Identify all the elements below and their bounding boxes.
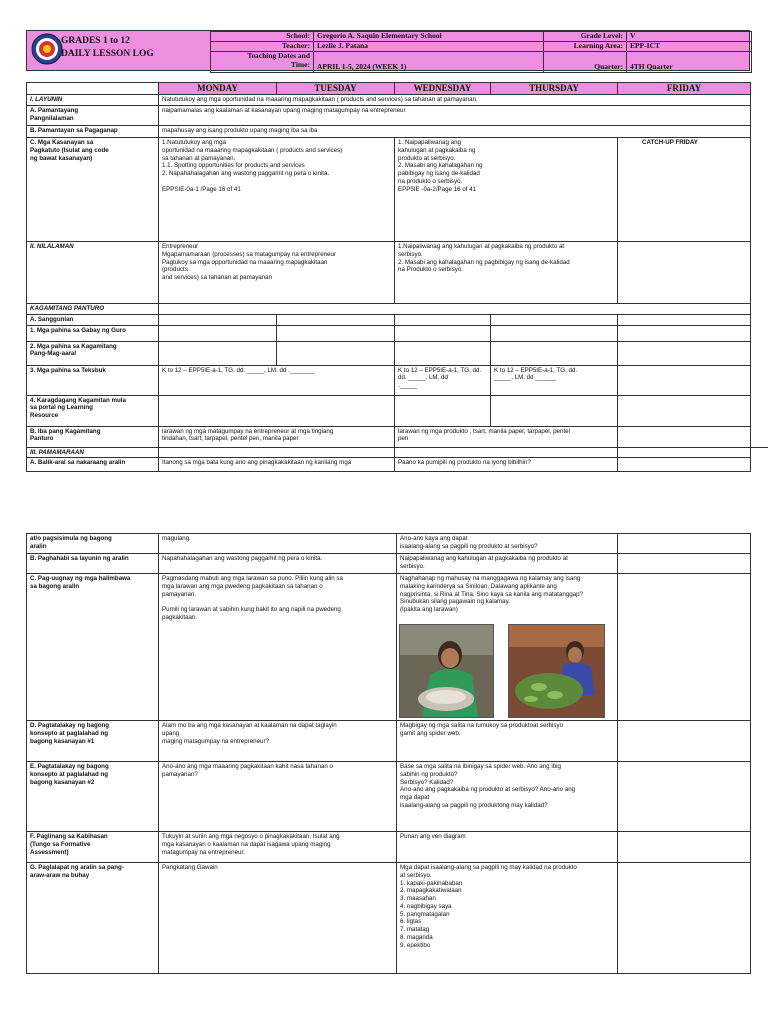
iba-pang-row xyxy=(27,426,751,447)
table-overflow-line xyxy=(750,447,768,448)
iba-pang-wednesday: larawan ng mga produkto , tsart, manila paper, tarpapel, pentel pen xyxy=(395,426,618,447)
teksbuk-wednesday: K to 12 – EPP5IE-a-1, TG. dd. dd. _____, LM. dd ._____ xyxy=(395,365,491,395)
pag-uugnay-wednesday xyxy=(397,574,618,721)
paglinang-label: F. Paglinang sa Kabihasan (Tungo sa Formative Assessment) xyxy=(27,832,159,863)
paghahabi-label: B. Paghahabi sa layunin ng aralin xyxy=(27,554,159,574)
sanggunian-label: A. Sanggunian xyxy=(27,314,159,325)
kagamitang-aaral-label: 2. Mga pahina sa Kagamitang Pang-Mag-aaral xyxy=(27,341,159,365)
quarter-value: 4TH Quarter xyxy=(627,52,752,73)
pagtatalakay2-wednesday: Base sa mga salita na ibinigay sa spider web. Ano ang ibig sabihin ng produkto? Serbisyo? Kalidad? Ano-ano ang pagkakaiba ng produkto at serbisyo? Ano-ano ang mga dapat isaalang-alang sa pagpili ng produktong may kalidad? xyxy=(397,762,618,832)
day-friday: FRIDAY xyxy=(618,83,751,95)
paghahabi-wednesday: Naipapaliwanag ang kahulugan at pagkakaiba ng produkto at serbisyo. xyxy=(397,554,618,574)
photo-rina-making-kalamay xyxy=(399,624,494,718)
paglinang-monday: Tukuyin at suriin ang mga negosyo o pinagkakakitaan. Isulat ang mga kasanayan o kaalaman na dapat isagawa upang maging matagumpay na entrepreneur. xyxy=(159,832,397,863)
pamantayan-pagganap-text: mapahusay ang isang produkto upang maging iba sa iba xyxy=(159,126,751,138)
nilalaman-row xyxy=(27,242,751,304)
grade-label: Grade Level: xyxy=(544,32,627,42)
pagtatalakay2-label: E. Pagtatalakay ng bagong konsepto at paglalahad ng bagong kasanayan #2 xyxy=(27,762,159,832)
paghahabi-monday: Napahahalagahan ang wastong paggamit ng pera o kinita. xyxy=(159,554,397,574)
day-tuesday: TUESDAY xyxy=(277,83,395,95)
pamantayan-pagganap-label: B. Pamantayan sa Pagaganap xyxy=(27,126,159,138)
quarter-label: Quarter: xyxy=(544,52,627,73)
day-monday: MONDAY xyxy=(159,83,277,95)
kagamitang-aaral-row xyxy=(27,341,751,365)
nilalaman-wednesday: 1.Naipaliwanag ang kahulugan at pagkakaiba ng produkto at serbisyo. 2. Masabi ang kahalagahan ng pagbibigay ng isang de-kalidad na Produkto o serbisyo. xyxy=(395,242,618,304)
teacher-label: Teacher: xyxy=(211,42,314,52)
dates-label: Teaching Dates and Time: xyxy=(211,52,314,73)
pamantayang-pangnilalaman-text: naipamamalas ang kaalaman at kasanayan upang maging matagumpay na entrepreneur xyxy=(159,106,751,126)
dates-value: APRIL 1-5, 2024 (WEEK 1) xyxy=(314,52,544,73)
school-value: Gregorio A. Saquin Elementary School xyxy=(314,32,544,42)
deped-seal-icon xyxy=(31,33,63,65)
balik-cont-label: at/o pagsisimula ng bagong aralin xyxy=(27,534,159,554)
pamantayan-pagganap-row xyxy=(27,126,751,138)
balik-cont-wednesday: Ano-ano kaya ang dapat isaalang-alang sa pagpili ng produkto at serbisyo? xyxy=(397,534,618,554)
nilalaman-friday xyxy=(618,242,751,304)
paglinang-row xyxy=(27,832,751,863)
balik-cont-monday: magulang. xyxy=(159,534,397,554)
teksbuk-thursday: K to 12 – EPP5IE-a-1, TG. dd. _____, LM. dd ______ xyxy=(491,365,618,395)
pagtatalakay2-monday: Ano-ano ang mga maaaring pagkakitaan kahit nasa tahanan o pamayanan? xyxy=(159,762,397,832)
layunin-row xyxy=(27,95,751,106)
kasanayan-wednesday: 1. Naipapaliwanag ang kahulugan at pagkakaiba ng produkto at serbisyo. 2. Masabi ang kahalagahan ng pabibigay ng isang de-kalidad na produkto o serbisyo. EPP5IE -0a-2/Page 16 of 41 xyxy=(395,138,618,242)
iba-pang-monday: larawan ng mga matagumpay na entrepreneur at mga tingiang tindahan, tsart, tarpapel, pentel pen, manila paper xyxy=(159,426,395,447)
karagdagang-row xyxy=(27,395,751,426)
sanggunian-row xyxy=(27,314,751,325)
kasanayan-label: C. Mga Kasanayan sa Pagkatuto (Isulat ang code ng bawat kasanayan) xyxy=(27,138,159,242)
pagtatalakay2-row xyxy=(27,762,751,832)
pagtatalakay1-wednesday: Magbigay ng mga salita na tumukoy sa produktoat serbisyo gamit ang spider web. xyxy=(397,721,618,762)
paglalapat-monday: Pangkatang Gawain xyxy=(159,863,397,974)
pamantayang-pangnilalaman-label: A. Pamantayang Pangnilalaman xyxy=(27,106,159,126)
teacher-value: Lezlie J. Patana xyxy=(314,42,544,52)
kagamitang-row xyxy=(27,304,751,315)
pamamaraan-label: III. PAMAMARAAN xyxy=(27,447,159,458)
title-line-2: DAILY LESSON LOG xyxy=(61,49,154,59)
kasanayan-monday: 1.Natututukoy ang mga oportunidad na maaaring mapagkakitaan ( products and services) sa tahanan at pamayanan. 1.1. Spotting opportunities for products and services 2. Napahahalagahan ang wastong paggamit ng pera o kinita. EPPSIE-0a-1 /Page 16 of 41 xyxy=(159,138,395,242)
day-wednesday: WEDNESDAY xyxy=(395,83,491,95)
paglalapat-wednesday: Mga dapat isaalang-alang sa pagpili ng may kalidad na produkto at serbisyo. 1. kapaki-pakinababan 2. mapagkakatiwalaan 3. maasahan 4. nagbibigay saya 5. pangmatagalan 6. ligtas 7. matatag 8. maganda 9. epektibo xyxy=(397,863,618,974)
gabay-row xyxy=(27,325,751,341)
kasanayan-friday: CATCH-UP FRIDAY xyxy=(618,138,751,242)
nilalaman-monday: Entrepreneur Mgapamamaraan (processes) sa matagumpay na entrepreneur Pagtukoy sa mga opportunidad na maaaring mapagkakitaan (products and services) sa tahanan at pamayanan xyxy=(159,242,395,304)
iba-pang-label: B. Iba pang Kagamitang Panturo xyxy=(27,426,159,447)
lesson-log-table-page2 xyxy=(26,533,751,974)
paglinang-wednesday: Punan ang ven diagram xyxy=(397,832,618,863)
photo-tina-making-kalamay xyxy=(508,624,605,718)
day-header-row xyxy=(27,83,751,95)
nilalaman-label: II. NILALAMAN xyxy=(27,242,159,304)
lesson-log-table-page1 xyxy=(26,82,751,472)
pamamaraan-row xyxy=(27,447,751,458)
balik-wednesday: Paano ka pumipili ng produkto na iyong bibilhin? xyxy=(395,458,618,472)
area-value: EPP-ICT xyxy=(627,42,752,52)
balik-cont-row xyxy=(27,534,751,554)
pagtatalakay1-row xyxy=(27,721,751,762)
pagtatalakay1-label: D. Pagtatalakay ng bagong konsepto at paglalahad ng bagong kasanayan #1 xyxy=(27,721,159,762)
kagamitang-empty xyxy=(159,304,751,315)
balik-monday: Itanong sa mga bata kung ano ang pinagkakakitaan ng kanilang mga xyxy=(159,458,395,472)
pamantayang-pangnilalaman-row xyxy=(27,106,751,126)
pag-uugnay-label: C. Pag-uugnay ng mga halimbawa sa bagong aralin xyxy=(27,574,159,721)
paghahabi-row xyxy=(27,554,751,574)
day-thursday: THURSDAY xyxy=(491,83,618,95)
paglalapat-row xyxy=(27,863,751,974)
teksbuk-row xyxy=(27,365,751,395)
pagtatalakay1-monday: Alam mo ba ang mga kasanayan at kaalaman na dapat taglayin upang maging matagumpay na entrepreneur? xyxy=(159,721,397,762)
balik-label: A. Balik-aral sa nakaraang aralin xyxy=(27,458,159,472)
layunin-text: Natututukoy ang mga oportunidad na maaaring mapagkakitaan ( products and services) sa tahanan at pamayanan. xyxy=(159,95,751,106)
pag-uugnay-monday: Pagmasdang mabuti ang mga larawan sa puno. Piliin kung alin sa mga larawan ang mga pwedeng pagkakitaan sa tahanan o pamayanan. Pumili ng larawan at sabihin kung bakit ito ang napili na pwedeng pagkakitaan. xyxy=(159,574,397,721)
header-block xyxy=(26,30,750,71)
layunin-label: I. LAYUNIN xyxy=(27,95,159,106)
teksbuk-label: 3. Mga pahina sa Teksbuk xyxy=(27,365,159,395)
kasanayan-row xyxy=(27,138,751,242)
pag-uugnay-row xyxy=(27,574,751,721)
school-label: School: xyxy=(211,32,314,42)
pag-uugnay-wednesday-text: Naghahanap ng mahusay na manggagawa ng kalamay ang isang malaking karinderya sa Siniloan. Dalawang aplikante ang nagprisinta, si Rina at Tina. Sino kaya sa kanila ang matatanggap? Sinubukan silang pagawain ng kalamay. (Ipakita ang larawan) xyxy=(400,575,583,613)
karagdagang-label: 4. Karagdagang Kagamitan mula sa portal ng Learning Resource xyxy=(27,395,159,426)
balik-row xyxy=(27,458,751,472)
paglalapat-label: G. Paglalapat ng aralin sa pang- araw-araw na buhay xyxy=(27,863,159,974)
area-label: Learning Area: xyxy=(544,42,627,52)
gabay-label: 1. Mga pahina sa Gabay ng Guro xyxy=(27,325,159,341)
title-line-1: GRADES 1 to 12 xyxy=(61,36,130,46)
grade-value: V xyxy=(627,32,752,42)
kagamitang-label: KAGAMITANG PANTURO xyxy=(27,304,159,315)
teksbuk-monday: K to 12 – EPP5IE-a-1, TG. dd. _____, LM. dd ._______ xyxy=(159,365,395,395)
header-info-table xyxy=(210,31,752,73)
